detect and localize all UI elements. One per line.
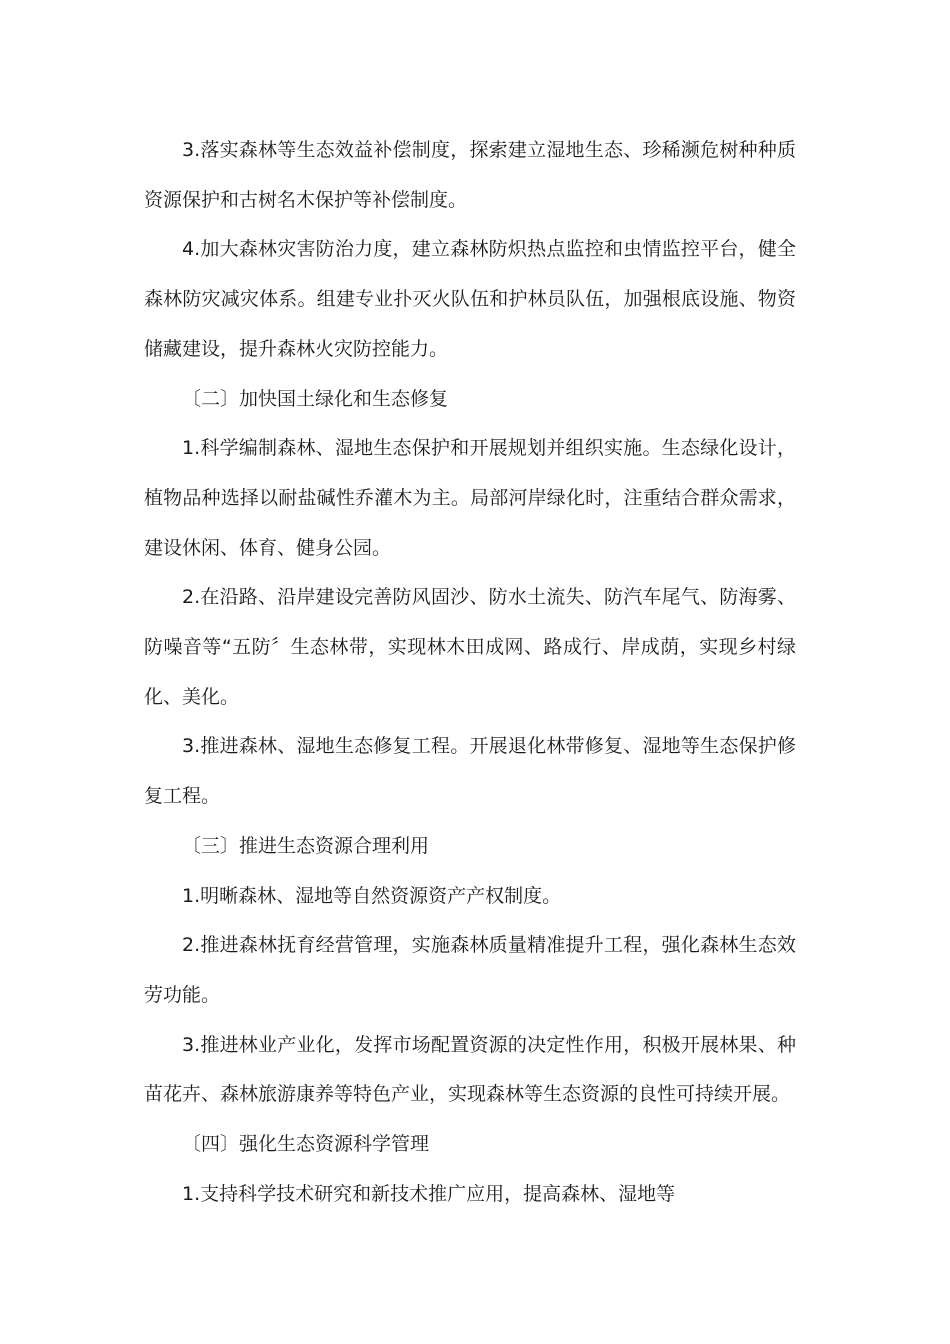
paragraph-forest-compensation: 3.落实森林等生态效益补偿制度，探索建立湿地生态、珍稀濒危树种种质资源保护和古树名木保护等补偿制度。	[144, 139, 796, 211]
paragraph-research-support: 1.支持科学技术研究和新技术推广应用，提高森林、湿地等	[182, 1182, 676, 1205]
paragraph-disaster-prevention: 4.加大森林灾害防治力度，建立森林防炽热点监控和虫情监控平台，健全森林防灾减灾体系。组建专业扑灭火队伍和护林员队伍，加强根底设施、物资储藏建设，提升森林火灾防控能力。	[144, 238, 796, 360]
paragraph-forest-management: 2.推进森林抚育经营管理，实施森林质量精准提升工程，强化森林生态效劳功能。	[144, 934, 796, 1006]
paragraph-five-protection-belts: 2.在沿路、沿岸建设完善防风固沙、防水土流失、防汽车尾气、防海雾、防噪音等“五防〞生态林带，实现林木田成网、路成行、岸成荫，实现乡村绿化、美化。	[144, 586, 796, 708]
paragraph-industrialization: 3.推进林业产业化，发挥市场配置资源的决定性作用，积极开展林果、种苗花卉、森林旅游康养等特色产业，实现森林等生态资源的良性可持续开展。	[144, 1033, 796, 1106]
paragraph-property-rights: 1.明晰森林、湿地等自然资源资产产权制度。	[182, 884, 562, 907]
paragraph-restoration: 3.推进森林、湿地生态修复工程。开展退化林带修复、湿地等生态保护修复工程。	[144, 735, 796, 808]
paragraph-planning: 1.科学编制森林、湿地生态保护和开展规划并组织实施。生态绿化设计，植物品种选择以耐盐碱性乔灌木为主。局部河岸绿化时，注重结合群众需求，建设休闲、体育、健身公园。	[144, 437, 796, 559]
section-heading-greening: 〔二〕加快国土绿化和生态修复	[182, 387, 449, 410]
section-heading-scientific-management: 〔四〕强化生态资源科学管理	[182, 1133, 430, 1156]
section-heading-resource-use: 〔三〕推进生态资源合理利用	[182, 834, 430, 857]
document-page	[144, 126, 796, 1219]
